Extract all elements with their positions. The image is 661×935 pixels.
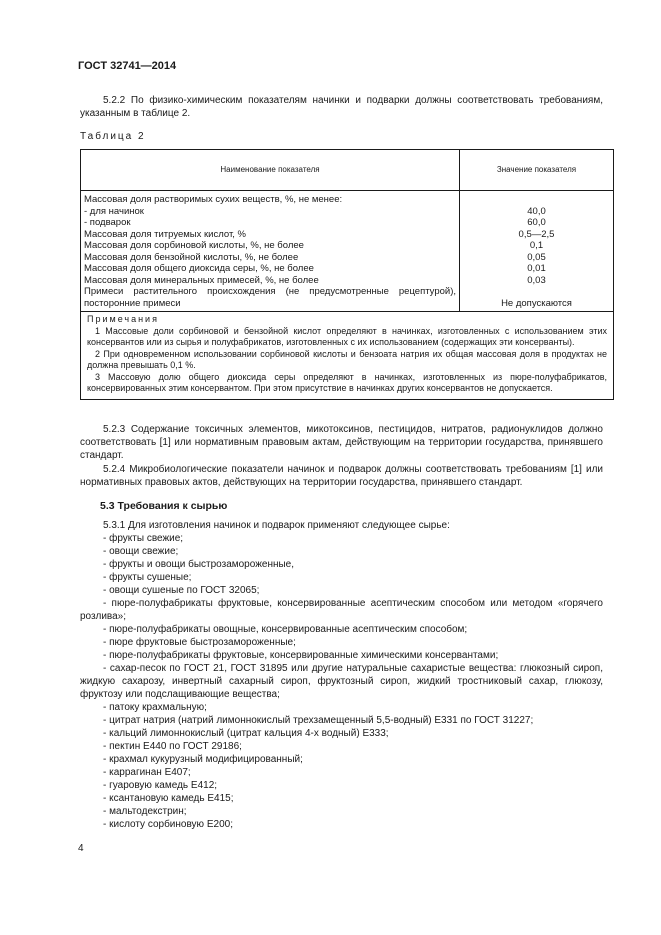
list-item: - овощи свежие; [103, 546, 179, 557]
list-item: - гуаровую камедь Е412; [103, 780, 218, 791]
indicator-name: Массовая доля растворимых сухих веществ, %, не менее: [84, 194, 343, 205]
indicator-name: Массовая доля сорбиновой кислоты, %, не более [84, 240, 304, 251]
indicator-value: 0,05 [527, 251, 546, 263]
list-item: - фрукты сушеные; [103, 572, 192, 583]
note-item: 3 Массовую долю общего диоксида серы определяют в начинках, изготовленных из пюре-полуфабрикатов, консервированных этим консервантом. При этом присутствие в начинках других консервантов не допускается. [87, 371, 607, 393]
paragraph-5-2-2: 5.2.2 По физико-химическим показателям начинки и подварки должны соответствовать требованиям, указанным в таблице 2. [80, 95, 603, 119]
list-item: - пюре-полуфабрикаты овощные, консервированные асептическим способом; [103, 624, 468, 635]
document-header: ГОСТ 32741—2014 [78, 60, 177, 72]
list-item: - каррагинан Е407; [103, 767, 191, 778]
list-item: - фрукты и овощи быстрозамороженные, [103, 559, 295, 570]
list-item: - сахар-песок по ГОСТ 21, ГОСТ 31895 или другие натуральные сахаристые вещества: глюкозный сироп, жидкую сахарозу, инвертный сахарный сироп, фруктозный сироп, жидкий тростниковый сахар, глюкозу, фруктозу или подслащивающие вещества; [80, 663, 603, 700]
column-header-value: Значение показателя [460, 150, 614, 191]
indicator-value: Не допускаются [501, 297, 572, 309]
list-item: - пюре фруктовые быстрозамороженные; [103, 637, 296, 648]
note-item: 1 Массовые доли сорбиновой и бензойной кислот определяют в начинках, изготовленных с использованием этих консервантов или из сырья и полуфабрикатов, изготовленных с их использованием (содержащих эти консерванты). [87, 325, 607, 347]
list-item: - крахмал кукурузный модифицированный; [103, 754, 303, 765]
indicator-name: Массовая доля общего диоксида серы, %, не более [84, 263, 314, 274]
indicator-value [463, 194, 610, 206]
page-number: 4 [78, 843, 84, 854]
indicator-value: 0,03 [527, 274, 546, 286]
list-item: - патоку крахмальную; [103, 702, 207, 713]
indicators-table [80, 149, 614, 400]
indicator-value: 0,1 [529, 240, 544, 251]
list-item: - мальтодекстрин; [103, 806, 187, 817]
list-item: - кальций лимоннокислый (цитрат кальция 4-х водный) Е333; [103, 728, 389, 739]
paragraph-5-2-4: 5.2.4 Микробиологические показатели начинок и подварок должны соответствовать требованиям [1] или нормативных правовых актов, действующих на территории государства, принявшего стандарт. [80, 464, 603, 488]
indicator-value: 0,5—2,5 [518, 228, 555, 240]
table-header-row [81, 150, 614, 191]
table-caption: Таблица 2 [80, 131, 146, 142]
indicator-names-cell [81, 191, 460, 312]
raw-materials-list [80, 532, 603, 831]
indicator-name: Массовая доля бензойной кислоты, %, не более [84, 251, 299, 263]
paragraph-5-3-1: 5.3.1 Для изготовления начинок и подварок применяют следующее сырье: [103, 520, 450, 531]
paragraph-5-2-3: 5.2.3 Содержание токсичных элементов, микотоксинов, пестицидов, нитратов, радионуклидов должно соответствовать [1] или нормативным правовым актам, действующим на территории государства, принявшего стандарт. [80, 424, 603, 461]
list-item: - ксантановую камедь Е415; [103, 793, 234, 804]
notes-title: Примечания [87, 314, 159, 324]
indicator-name: - для начинок [84, 205, 144, 217]
list-item: - овощи сушеные по ГОСТ 32065; [103, 585, 260, 596]
indicator-value: 60,0 [527, 217, 546, 228]
indicator-values-cell [460, 191, 614, 312]
list-item: - цитрат натрия (натрий лимоннокислый трехзамещенный 5,5-водный) Е331 по ГОСТ 31227; [103, 715, 534, 726]
section-title-5-3: 5.3 Требования к сырью [100, 500, 228, 512]
indicator-name: - подварок [84, 217, 131, 228]
indicator-value: 40,0 [527, 205, 546, 217]
column-header-name: Наименование показателя [81, 150, 460, 191]
list-item: - пектин Е440 по ГОСТ 29186; [103, 741, 242, 752]
list-item: - кислоту сорбиновую Е200; [103, 819, 233, 830]
table-notes [81, 312, 614, 400]
indicator-name: Примеси растительного происхождения (не предусмотренные рецептурой), посторонние примеси [84, 286, 456, 309]
table-notes-row [81, 312, 614, 400]
list-item: - фрукты свежие; [103, 533, 184, 544]
list-item: - пюре-полуфабрикаты фруктовые, консервированные асептическим способом или методом «горячего розлива»; [80, 598, 603, 622]
list-item: - пюре-полуфабрикаты фруктовые, консервированные химическими консервантами; [103, 650, 499, 661]
table-body-row [81, 191, 614, 312]
indicator-value [463, 286, 610, 298]
indicator-value: 0,01 [527, 263, 546, 274]
note-item: 2 При одновременном использовании сорбиновой кислоты и бензоата натрия их общая массовая доля в продуктах не должна превышать 0,1 %. [87, 348, 607, 370]
indicator-name: Массовая доля минеральных примесей, %, не более [84, 274, 319, 286]
indicator-name: Массовая доля титруемых кислот, % [84, 228, 246, 240]
